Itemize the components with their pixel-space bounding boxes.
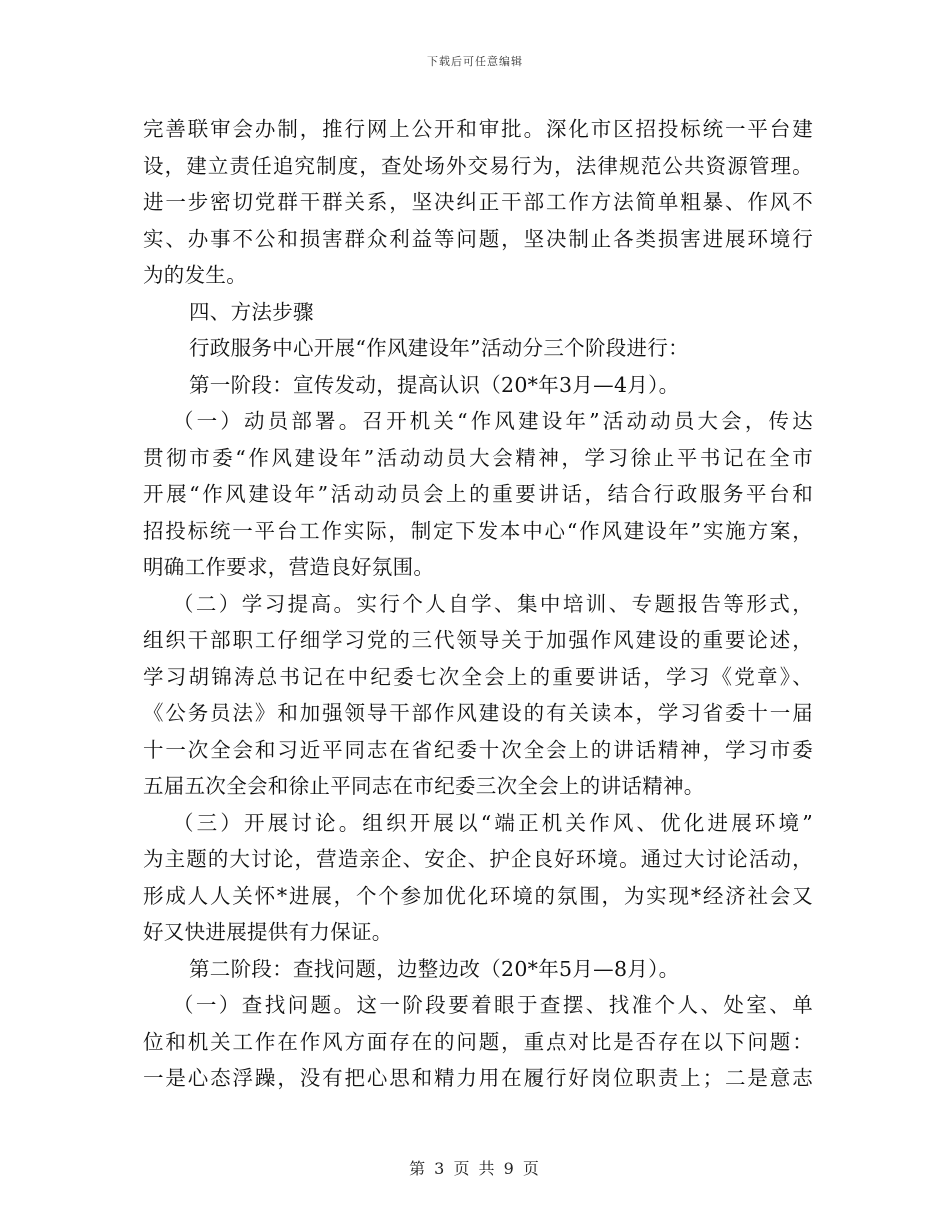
body-line: 《公务员法》和加强领导干部作风建设的有关读本，学习省委十一届 — [143, 701, 813, 725]
body-line: 一是心态浮躁，没有把心思和精力用在履行好岗位职责上；二是意志 — [143, 1066, 813, 1090]
body-line: （三）开展讨论。组织开展以“端正机关作风、优化进展环境” — [173, 810, 813, 835]
page-number: 第 3 页 共 9 页 — [409, 1159, 541, 1178]
body-line: （一）查找问题。这一阶段要着眼于查摆、找准个人、处室、单 — [173, 993, 813, 1017]
document-body — [143, 111, 813, 1097]
page-header: 下载后可任意编辑 — [427, 55, 523, 68]
body-line: 组织干部职工仔细学习党的三代领导关于加强作风建设的重要论述， — [143, 628, 813, 652]
body-line: 完善联审会办制，推行网上公开和审批。深化市区招投标统一平台建 — [143, 117, 813, 141]
body-line: 行政服务中心开展“作风建设年”活动分三个阶段进行： — [189, 336, 689, 360]
stage-heading: 第一阶段：宣传发动，提高认识（20*年3月—4月）。 — [189, 372, 680, 397]
body-line: 实、办事不公和损害群众利益等问题，坚决制止各类损害进展环境行 — [143, 226, 813, 251]
body-line: 位和机关工作在作风方面存在的问题，重点对比是否存在以下问题： — [143, 1029, 813, 1054]
body-line: 为的发生。 — [143, 263, 247, 287]
body-line: 为主题的大讨论，营造亲企、安企、护企良好环境。通过大讨论活动， — [143, 847, 813, 871]
body-line: 学习胡锦涛总书记在中纪委七次全会上的重要讲话，学习《党章》、 — [143, 664, 813, 689]
body-line: 十一次全会和习近平同志在省纪委十次全会上的讲话精神，学习市委 — [143, 737, 813, 762]
body-line: 设，建立责任追究制度，查处场外交易行为，法律规范公共资源管理。 — [143, 153, 813, 178]
body-line: 形成人人关怀*进展，个个参加优化环境的氛围，为实现*经济社会又 — [143, 883, 813, 908]
body-line: （二）学习提高。实行个人自学、集中培训、专题报告等形式， — [173, 591, 813, 616]
body-line: 招投标统一平台工作实际，制定下发本中心“作风建设年”实施方案， — [143, 518, 813, 543]
section-heading: 四、方法步骤 — [189, 299, 314, 324]
body-line: （一）动员部署。召开机关“作风建设年”活动动员大会，传达 — [173, 409, 813, 433]
stage-heading: 第二阶段：查找问题，边整边改（20*年5月—8月）。 — [189, 956, 680, 981]
body-line: 好又快进展提供有力保证。 — [143, 920, 393, 944]
body-line: 进一步密切党群干群关系，坚决纠正干部工作方法简单粗暴、作风不 — [143, 190, 813, 214]
body-line: 贯彻市委“作风建设年”活动动员大会精神，学习徐止平书记在全市 — [143, 445, 813, 470]
body-line: 明确工作要求，营造良好氛围。 — [143, 555, 435, 579]
body-line: 五届五次全会和徐止平同志在市纪委三次全会上的讲话精神。 — [143, 774, 705, 798]
body-line: 开展“作风建设年”活动动员会上的重要讲话，结合行政服务平台和 — [143, 482, 813, 506]
